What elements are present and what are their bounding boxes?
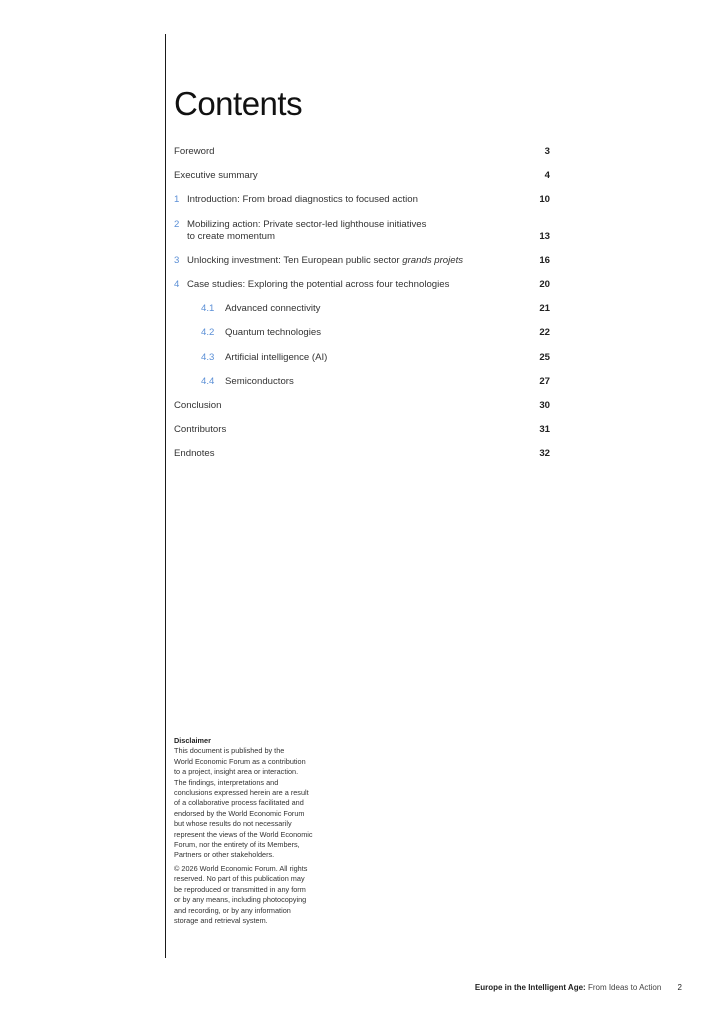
- toc-entry-label: Unlocking investment: Ten European public sector: [187, 254, 400, 266]
- disclaimer-paragraph: [174, 746, 349, 860]
- toc-entry-label-italic: grands projets: [402, 254, 464, 266]
- toc-entry-semiconductors[interactable]: [174, 376, 550, 388]
- toc-subsection-number: 4.3: [201, 351, 215, 363]
- table-of-contents: [174, 146, 550, 472]
- toc-entry-page: 22: [539, 327, 550, 339]
- toc-entry-artificial-intelligence[interactable]: [174, 352, 550, 364]
- toc-entry-page: 30: [539, 399, 550, 411]
- toc-subsection-number: 4.4: [201, 375, 215, 387]
- toc-entry-page: 27: [539, 375, 550, 387]
- toc-entry-label: Case studies: Exploring the potential across four technologies: [187, 278, 450, 290]
- toc-entry-contributors[interactable]: [174, 424, 550, 436]
- toc-subsection-number: 4.2: [201, 327, 215, 339]
- toc-entry-page: 16: [539, 254, 550, 266]
- toc-entry-page: 25: [539, 351, 550, 363]
- toc-entry-page: 32: [539, 448, 550, 460]
- toc-section-number: 2: [174, 218, 180, 230]
- toc-entry-page: 3: [544, 146, 550, 157]
- disclaimer-line: of a collaborative process facilitated and: [174, 798, 304, 808]
- toc-entry-page: 13: [539, 230, 550, 242]
- toc-entry-label-line1: Mobilizing action: Private sector-led lighthouse initiatives: [187, 218, 427, 230]
- disclaimer-line: conclusions expressed herein are a result: [174, 788, 309, 798]
- toc-entry-label: Foreword: [174, 146, 215, 157]
- toc-entry-label: Semiconductors: [225, 375, 294, 387]
- toc-entry-label: Advanced connectivity: [225, 303, 321, 315]
- disclaimer-line: This document is published by the: [174, 746, 285, 756]
- disclaimer-line: The findings, interpretations and: [174, 777, 279, 787]
- toc-entry-page: 20: [539, 278, 550, 290]
- toc-entry-page: 4: [544, 170, 550, 182]
- toc-entry-label: Contributors: [174, 424, 227, 436]
- toc-entry-case-studies[interactable]: [174, 279, 550, 291]
- toc-section-number: 1: [174, 194, 180, 206]
- toc-entry-label: Endnotes: [174, 448, 215, 460]
- disclaimer-heading: Disclaimer: [174, 736, 211, 745]
- toc-entry-page: 21: [539, 303, 550, 315]
- toc-entry-introduction[interactable]: [174, 194, 550, 206]
- toc-entry-page: 10: [539, 194, 550, 206]
- toc-entry-conclusion[interactable]: [174, 400, 550, 412]
- toc-section-number: 4: [174, 278, 180, 290]
- copyright-line: reserved. No part of this publication may: [174, 874, 305, 884]
- toc-entry-executive-summary[interactable]: [174, 170, 550, 182]
- copyright-line: or by any means, including photocopying: [174, 895, 307, 905]
- footer-report-title: Europe in the Intelligent Age:: [474, 983, 586, 992]
- copyright-paragraph: [174, 864, 349, 926]
- footer-report-subtitle: From Ideas to Action: [587, 983, 662, 992]
- toc-subsection-number: 4.1: [201, 303, 215, 315]
- page-footer: [475, 983, 682, 992]
- disclaimer-line: to a project, insight area or interaction.: [174, 767, 299, 777]
- toc-entry-unlocking-investment[interactable]: [174, 255, 550, 267]
- disclaimer-line: Partners or other stakeholders.: [174, 850, 275, 860]
- toc-entry-endnotes[interactable]: [174, 448, 550, 460]
- toc-entry-advanced-connectivity[interactable]: [174, 303, 550, 315]
- page-divider-line: [165, 34, 166, 958]
- toc-entry-mobilizing-action[interactable]: [174, 219, 550, 243]
- toc-entry-label-line2: to create momentum: [187, 230, 275, 242]
- toc-entry-label: Artificial intelligence (AI): [225, 351, 328, 363]
- disclaimer-line: represent the views of the World Economic: [174, 829, 313, 839]
- copyright-line: storage and retrieval system.: [174, 915, 268, 925]
- toc-entry-label: Executive summary: [174, 170, 258, 182]
- toc-entry-quantum-technologies[interactable]: [174, 327, 550, 339]
- footer-page-number: 2: [677, 983, 682, 992]
- copyright-line: be reproduced or transmitted in any form: [174, 884, 306, 894]
- toc-entry-foreword[interactable]: [174, 146, 550, 158]
- toc-entry-label: Quantum technologies: [225, 327, 321, 339]
- disclaimer-line: but whose results do not necessarily: [174, 819, 292, 829]
- toc-section-number: 3: [174, 254, 180, 266]
- page-title: Contents: [174, 85, 303, 122]
- copyright-line: and recording, or by any information: [174, 905, 291, 915]
- copyright-line: © 2026 World Economic Forum. All rights: [174, 863, 308, 873]
- disclaimer-line: endorsed by the World Economic Forum: [174, 808, 305, 818]
- toc-entry-label: Conclusion: [174, 399, 222, 411]
- disclaimer-block: [174, 736, 349, 926]
- toc-entry-label: Introduction: From broad diagnostics to focused action: [187, 194, 418, 206]
- toc-entry-page: 31: [539, 424, 550, 436]
- disclaimer-line: Forum, nor the entirety of its Members,: [174, 840, 300, 850]
- disclaimer-line: World Economic Forum as a contribution: [174, 756, 306, 766]
